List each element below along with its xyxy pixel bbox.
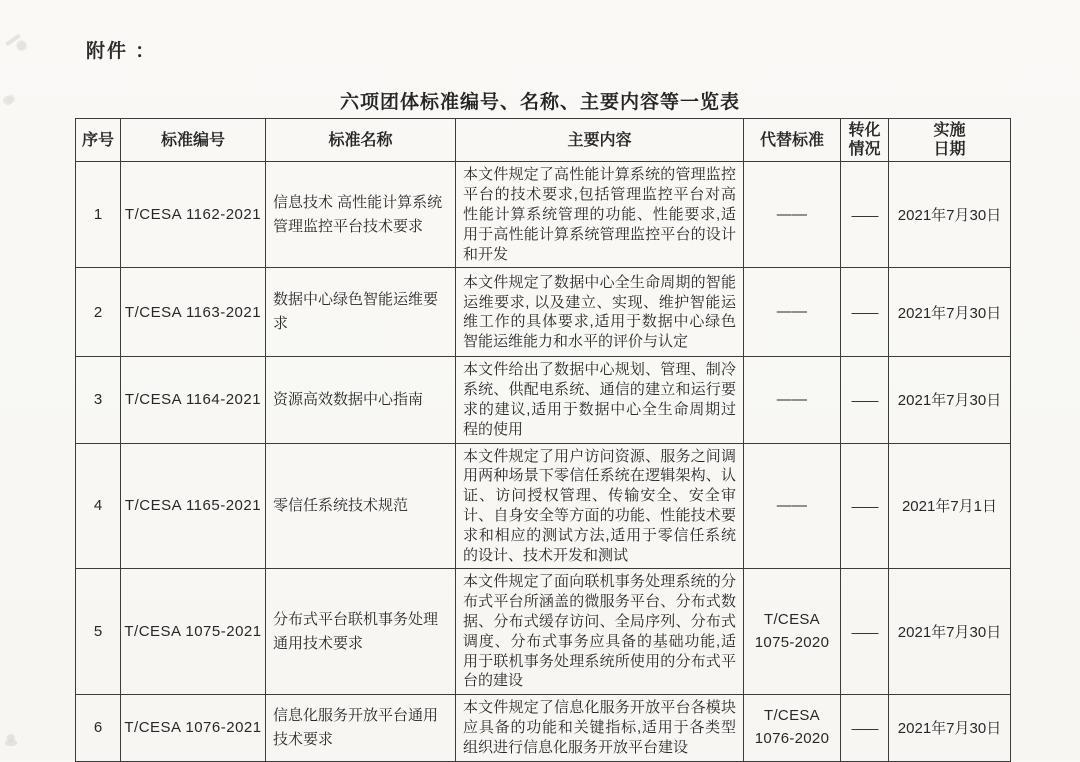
cell-implementation-date: 2021年7月30日	[889, 695, 1011, 761]
cell-standard-code: T/CESA 1165-2021	[121, 443, 266, 569]
cell-serial: 4	[76, 443, 121, 569]
cell-conversion-status: ——	[841, 357, 889, 443]
cell-replaced-standard: T/CESA 1076-2020	[744, 695, 841, 761]
table-row	[76, 695, 1011, 761]
cell-implementation-date: 2021年7月30日	[889, 357, 1011, 443]
table-header-row	[76, 119, 1011, 162]
attachment-label: 附件 ：	[86, 41, 157, 62]
header-standard-name: 标准名称	[266, 119, 456, 162]
cell-serial: 1	[76, 162, 121, 268]
cell-replaced-standard: T/CESA 1075-2020	[744, 569, 841, 695]
cell-conversion-status: ——	[841, 162, 889, 268]
page-title: 六项团体标准编号、名称、主要内容等一览表	[339, 92, 740, 113]
cell-serial: 5	[76, 569, 121, 695]
cell-implementation-date: 2021年7月30日	[889, 569, 1011, 695]
header-standard-code: 标准编号	[121, 119, 266, 162]
cell-standard-name: 信息技术 高性能计算系统管理监控平台技术要求	[266, 162, 456, 268]
cell-replaced-standard: ——	[744, 268, 841, 357]
cell-standard-name: 数据中心绿色智能运维要求	[266, 268, 456, 357]
scan-smudge	[5, 34, 20, 46]
cell-main-content: 本文件规定了面向联机事务处理系统的分布式平台所涵盖的微服务平台、分布式数据、分布式缓存访问、全局序列、分布式调度、分布式事务应具备的基础功能,适用于联机事务处理系统所使用的分布式平台的建设	[456, 569, 744, 695]
cell-standard-code: T/CESA 1164-2021	[121, 357, 266, 443]
table-row	[76, 268, 1011, 357]
cell-serial: 6	[76, 695, 121, 761]
cell-conversion-status: ——	[841, 443, 889, 569]
table-row	[76, 569, 1011, 695]
cell-main-content: 本文件规定了信息化服务开放平台各模块应具备的功能和关键指标,适用于各类型组织进行信息化服务开放平台建设	[456, 695, 744, 761]
cell-implementation-date: 2021年7月1日	[889, 443, 1011, 569]
header-serial: 序号	[76, 119, 121, 162]
cell-main-content: 本文件规定了用户访问资源、服务之间调用两种场景下零信任系统在逻辑架构、认证、访问授权管理、传输安全、安全审计、自身安全等方面的功能、性能技术要求和相应的测试方法,适用于零信任系统的设计、技术开发和测试	[456, 443, 744, 569]
header-main-content: 主要内容	[456, 119, 744, 162]
cell-implementation-date: 2021年7月30日	[889, 268, 1011, 357]
table-row	[76, 443, 1011, 569]
cell-replaced-standard: ——	[744, 443, 841, 569]
cell-implementation-date: 2021年7月30日	[889, 162, 1011, 268]
cell-serial: 2	[76, 268, 121, 357]
cell-main-content: 本文件给出了数据中心规划、管理、制冷系统、供配电系统、通信的建立和运行要求的建议,适用于数据中心全生命周期过程的使用	[456, 357, 744, 443]
cell-standard-code: T/CESA 1075-2021	[121, 569, 266, 695]
cell-serial: 3	[76, 357, 121, 443]
cell-standard-name: 资源高效数据中心指南	[266, 357, 456, 443]
cell-standard-code: T/CESA 1163-2021	[121, 268, 266, 357]
table-row	[76, 162, 1011, 268]
cell-replaced-standard: ——	[744, 162, 841, 268]
cell-standard-name: 零信任系统技术规范	[266, 443, 456, 569]
standards-table	[75, 118, 1011, 762]
cell-standard-code: T/CESA 1076-2021	[121, 695, 266, 761]
cell-conversion-status: ——	[841, 569, 889, 695]
header-conversion-status: 转化 情况	[841, 119, 889, 162]
cell-standard-name: 信息化服务开放平台通用技术要求	[266, 695, 456, 761]
cell-conversion-status: ——	[841, 695, 889, 761]
table-row	[76, 357, 1011, 443]
cell-conversion-status: ——	[841, 268, 889, 357]
cell-main-content: 本文件规定了数据中心全生命周期的智能运维要求, 以及建立、实现、维护智能运维工作的具体要求,适用于数据中心绿色智能运维能力和水平的评价与认定	[456, 268, 744, 357]
header-replaced-standard: 代替标准	[744, 119, 841, 162]
cell-standard-code: T/CESA 1162-2021	[121, 162, 266, 268]
scan-smudge	[5, 740, 17, 746]
cell-standard-name: 分布式平台联机事务处理通用技术要求	[266, 569, 456, 695]
cell-main-content: 本文件规定了高性能计算系统的管理监控平台的技术要求,包括管理监控平台对高性能计算系统管理的功能、性能要求,适用于高性能计算系统管理监控平台的设计和开发	[456, 162, 744, 268]
header-implementation-date: 实施 日期	[889, 119, 1011, 162]
cell-replaced-standard: ——	[744, 357, 841, 443]
